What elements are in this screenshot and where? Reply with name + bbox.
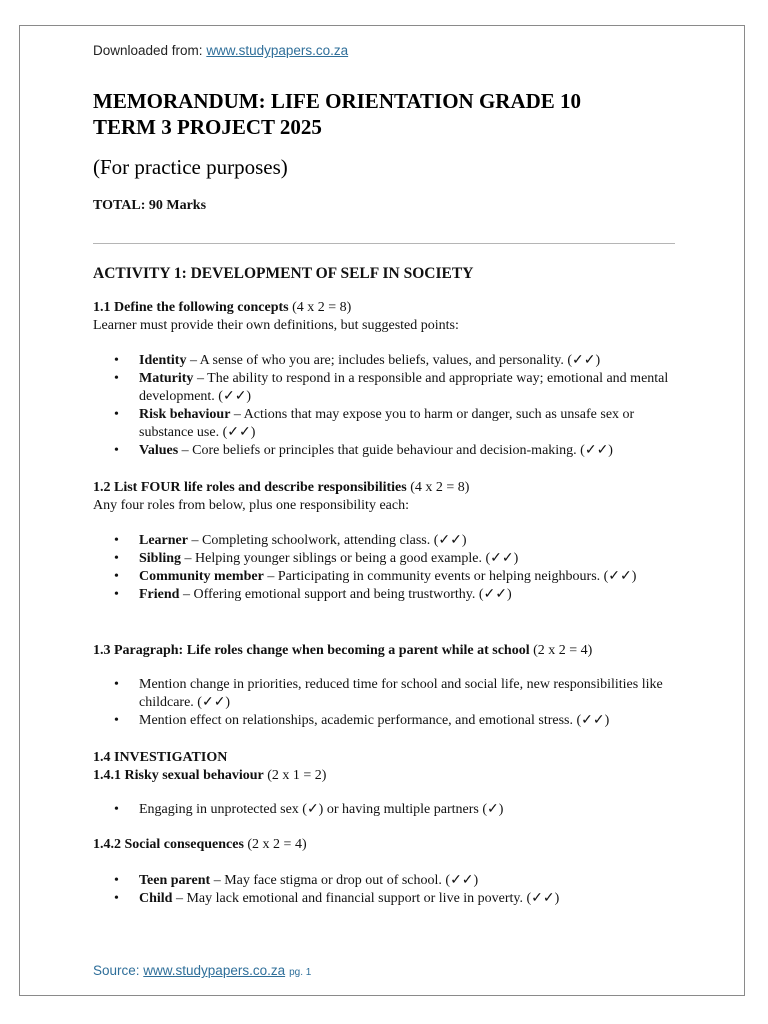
- source-footer: [93, 963, 311, 978]
- definition-text: – Core beliefs or principles that guide behaviour and decision-making. (✓✓): [178, 443, 613, 458]
- list-item: [93, 568, 683, 586]
- role-text: – Helping younger siblings or being a good example. (✓✓): [181, 551, 519, 566]
- question-1-4-2-marks: (2 x 2 = 4): [243, 837, 307, 852]
- source-label: Source:: [93, 963, 144, 978]
- question-1-2-marks: (4 x 2 = 8): [406, 480, 470, 495]
- downloaded-from-line: [93, 43, 348, 58]
- question-1-4-2-label: 1.4.2 Social consequences: [93, 837, 244, 852]
- term-values: Values: [139, 443, 179, 458]
- list-item: [93, 442, 683, 460]
- definition-text: – The ability to respond in a responsible and appropriate way; emotional and mental development. (✓✓): [139, 371, 669, 404]
- question-1-2-intro: Any four roles from below, plus one responsibility each:: [93, 498, 409, 513]
- consequence-text: – May face stigma or drop out of school. (✓✓): [210, 873, 479, 888]
- term-risk-behaviour: Risk behaviour: [139, 407, 231, 422]
- consequence-text: – May lack emotional and financial support or live in poverty. (✓✓): [172, 891, 560, 906]
- question-1-2: [93, 479, 693, 515]
- question-1-4-1-marks: (2 x 1 = 2): [263, 768, 327, 783]
- role-text: – Participating in community events or helping neighbours. (✓✓): [263, 569, 637, 584]
- role-friend: Friend: [139, 587, 180, 602]
- term-maturity: Maturity: [139, 371, 194, 386]
- question-1-1-label: 1.1 Define the following concepts: [93, 300, 289, 315]
- list-item: [93, 352, 683, 370]
- question-1-4-2: [93, 836, 693, 854]
- question-1-3: [93, 642, 693, 660]
- consequence-child: Child: [139, 891, 173, 906]
- question-1-4-1-list: [93, 801, 683, 819]
- role-sibling: Sibling: [139, 551, 182, 566]
- role-text: – Completing schoolwork, attending class. (✓✓): [187, 533, 467, 548]
- document-subtitle: (For practice purposes): [93, 155, 288, 179]
- question-1-4-2-list: [93, 872, 683, 908]
- question-1-1-marks: (4 x 2 = 8): [288, 300, 352, 315]
- page-number: pg. 1: [289, 967, 312, 978]
- source-link[interactable]: www.studypapers.co.za: [143, 963, 286, 978]
- activity-heading: ACTIVITY 1: DEVELOPMENT OF SELF IN SOCIETY: [93, 265, 474, 282]
- list-item: • Mention change in priorities, reduced time for school and social life, new responsibilities like childcare. (✓✓): [93, 676, 683, 712]
- total-marks: TOTAL: 90 Marks: [93, 198, 207, 213]
- consequence-teen-parent: Teen parent: [139, 873, 211, 888]
- definition-text: – A sense of who you are; includes beliefs, values, and personality. (✓✓): [186, 353, 601, 368]
- question-1-1-intro: Learner must provide their own definitions, but suggested points:: [93, 318, 459, 333]
- question-1-3-list: [93, 676, 683, 730]
- question-1-1-list: [93, 352, 683, 460]
- horizontal-divider: [93, 243, 675, 244]
- investigation-heading: 1.4 INVESTIGATION: [93, 750, 228, 765]
- question-1-2-list: [93, 532, 683, 604]
- list-item: [93, 370, 683, 406]
- question-1-3-marks: (2 x 2 = 4): [529, 643, 593, 658]
- list-item: [93, 586, 683, 604]
- downloaded-from-link[interactable]: www.studypapers.co.za: [206, 43, 349, 58]
- question-1-2-label: 1.2 List FOUR life roles and describe responsibilities: [93, 480, 407, 495]
- title-line-2: TERM 3 PROJECT 2025: [93, 115, 322, 139]
- definition-text: – Actions that may expose you to harm or danger, such as unsafe sex or substance use. (✓✓): [139, 407, 635, 440]
- title-line-1: MEMORANDUM: LIFE ORIENTATION GRADE 10: [93, 89, 582, 113]
- role-community-member: Community member: [139, 569, 264, 584]
- role-learner: Learner: [139, 533, 188, 548]
- list-item: [93, 550, 683, 568]
- list-item: [93, 872, 683, 890]
- role-text: – Offering emotional support and being trustworthy. (✓✓): [179, 587, 512, 602]
- document-title: [93, 88, 581, 140]
- list-item: [93, 532, 683, 550]
- list-item: • Mention effect on relationships, academic performance, and emotional stress. (✓✓): [93, 712, 683, 730]
- list-item: • Engaging in unprotected sex (✓) or having multiple partners (✓): [93, 801, 683, 819]
- term-identity: Identity: [139, 353, 187, 368]
- question-1-1: [93, 299, 693, 335]
- question-1-3-label: 1.3 Paragraph: Life roles change when becoming a parent while at school: [93, 643, 530, 658]
- downloaded-from-label: Downloaded from:: [93, 43, 207, 58]
- list-item: [93, 890, 683, 908]
- question-1-4-1-label: 1.4.1 Risky sexual behaviour: [93, 768, 264, 783]
- question-1-4: [93, 749, 693, 785]
- list-item: [93, 406, 683, 442]
